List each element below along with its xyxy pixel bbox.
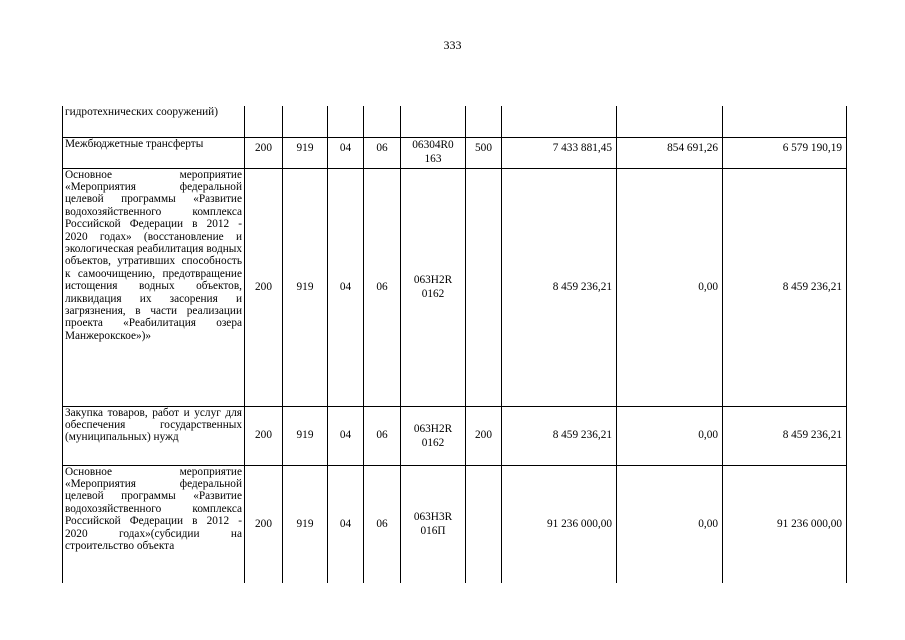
row-col-2: 919 [283, 168, 328, 406]
row-col-3: 04 [328, 465, 364, 583]
table-row [63, 406, 847, 465]
row-col-3 [328, 106, 364, 137]
table-row [63, 465, 847, 583]
row-expense-type: 200 [466, 406, 502, 465]
row-amount-2: 0,00 [617, 168, 723, 406]
row-col-4 [364, 106, 401, 137]
row-description: гидротехнических сооружений) [63, 106, 245, 137]
row-amount-2 [617, 106, 723, 137]
row-col-1: 200 [245, 137, 283, 168]
row-description: Основное мероприятие «Мероприятия федеральной целевой программы «Развитие водохозяйственного комплекса Российской Федерации в 2012 - 2020 годах» (восстановление и экологическая реабилитация водных объектов, утративших способность к самоочищению, предотвращение истощения водных объектов, ликвидация их засорения и загрязнения, в части реализации проекта «Реабилитация озера Манжерокское»)» [63, 168, 245, 406]
row-expense-type [466, 106, 502, 137]
row-expense-type [466, 465, 502, 583]
row-amount-2: 854 691,26 [617, 137, 723, 168]
row-amount-3: 6 579 190,19 [723, 137, 847, 168]
row-amount-1: 91 236 000,00 [502, 465, 617, 583]
row-target-code: 063H3R 016П [401, 465, 466, 583]
table-row [63, 168, 847, 406]
row-col-2: 919 [283, 137, 328, 168]
row-amount-3 [723, 106, 847, 137]
row-description: Основное мероприятие «Мероприятия федеральной целевой программы «Развитие водохозяйственного комплекса Российской Федерации в 2012 - 2020 годах»(субсидии на строительство объекта [63, 465, 245, 583]
row-col-1 [245, 106, 283, 137]
page-number: 333 [443, 38, 462, 52]
row-amount-3: 8 459 236,21 [723, 406, 847, 465]
row-expense-type [466, 168, 502, 406]
table-row [63, 106, 847, 137]
row-col-1: 200 [245, 406, 283, 465]
row-col-3: 04 [328, 406, 364, 465]
row-target-code [401, 106, 466, 137]
row-col-3: 04 [328, 168, 364, 406]
row-col-4: 06 [364, 465, 401, 583]
row-amount-1: 8 459 236,21 [502, 406, 617, 465]
row-col-4: 06 [364, 168, 401, 406]
row-description: Межбюджетные трансферты [63, 137, 245, 168]
row-amount-3: 8 459 236,21 [723, 168, 847, 406]
row-amount-2: 0,00 [617, 465, 723, 583]
row-col-3: 04 [328, 137, 364, 168]
row-col-1: 200 [245, 465, 283, 583]
budget-table [62, 106, 847, 583]
row-amount-1: 7 433 881,45 [502, 137, 617, 168]
row-amount-1 [502, 106, 617, 137]
row-amount-3: 91 236 000,00 [723, 465, 847, 583]
row-amount-2: 0,00 [617, 406, 723, 465]
row-amount-1: 8 459 236,21 [502, 168, 617, 406]
row-col-4: 06 [364, 406, 401, 465]
row-col-2: 919 [283, 406, 328, 465]
row-col-2 [283, 106, 328, 137]
row-target-code: 063H2R 0162 [401, 168, 466, 406]
row-expense-type: 500 [466, 137, 502, 168]
row-target-code: 06304R0 163 [401, 137, 466, 168]
table-row [63, 137, 847, 168]
row-description: Закупка товаров, работ и услуг для обеспечения государственных (муниципальных) нужд [63, 406, 245, 465]
row-target-code: 063H2R 0162 [401, 406, 466, 465]
row-col-4: 06 [364, 137, 401, 168]
row-col-1: 200 [245, 168, 283, 406]
row-col-2: 919 [283, 465, 328, 583]
